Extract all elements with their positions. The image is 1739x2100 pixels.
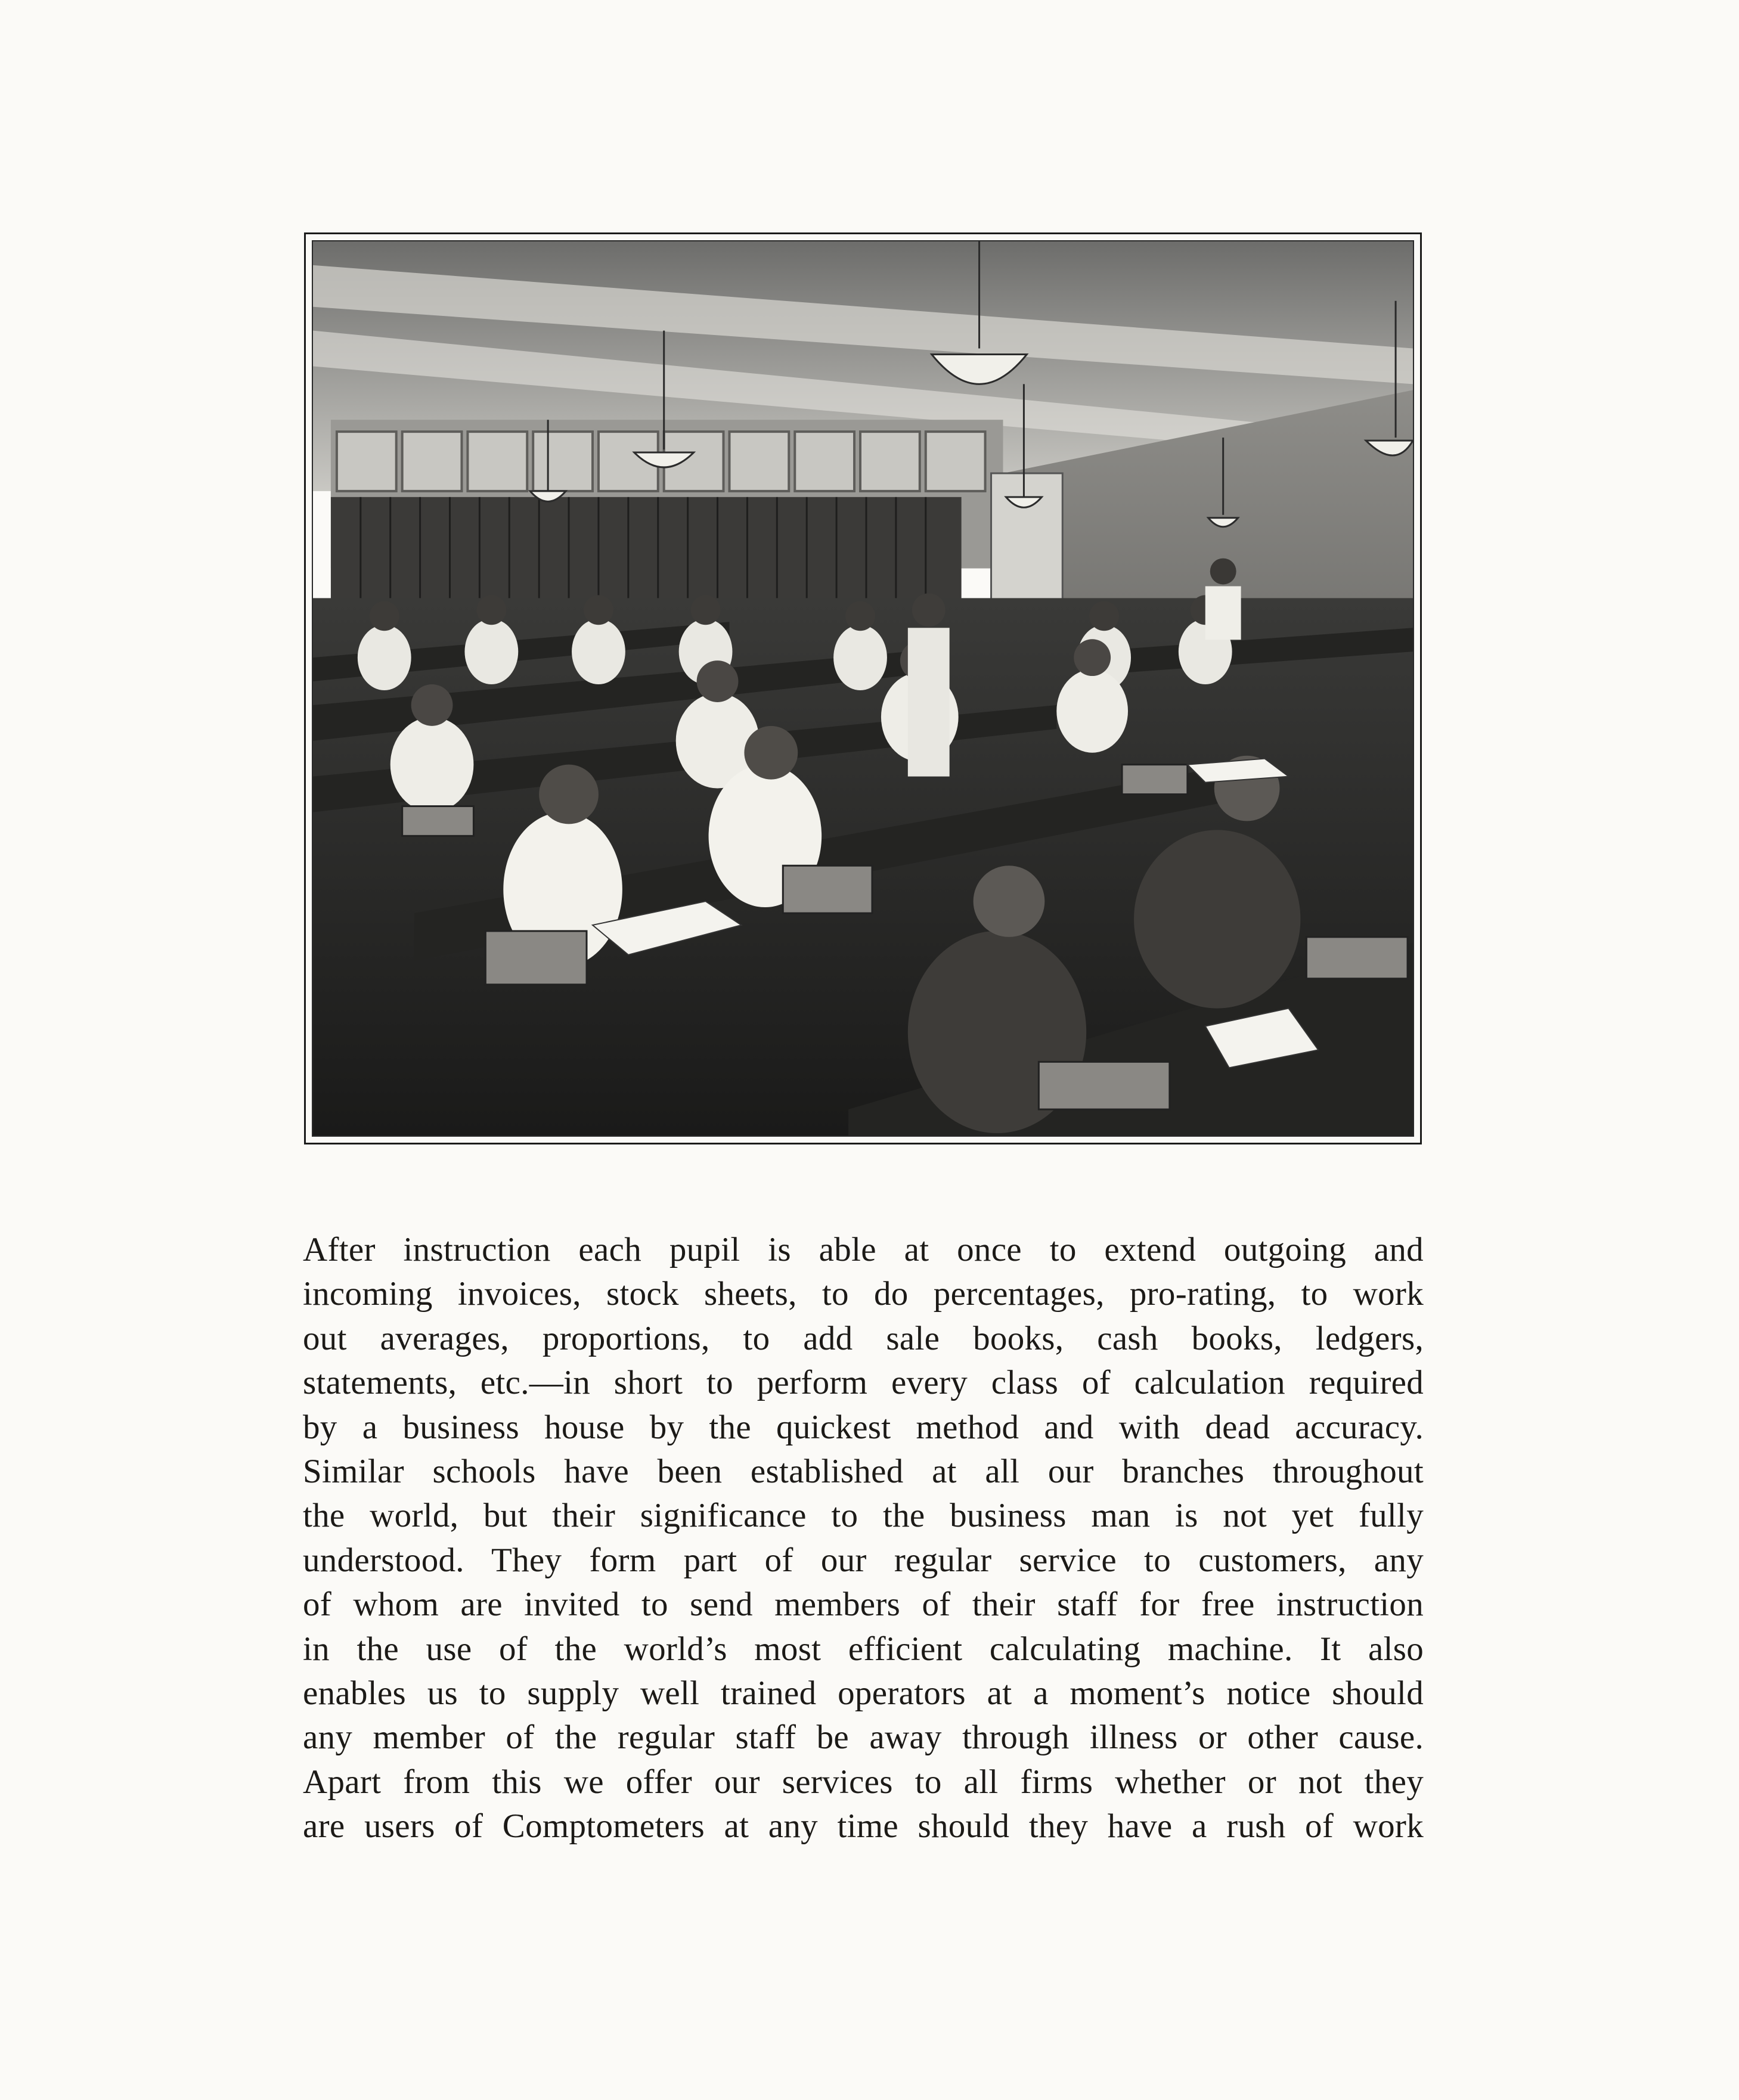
body-line: understood. They form part of our regular service to customers, any <box>303 1541 1424 1579</box>
body-line: Similar schools have been established at all our branches throughout <box>303 1452 1424 1490</box>
photograph-image <box>312 240 1414 1137</box>
body-line: Apart from this we offer our services to all firms whether or not they <box>303 1763 1424 1801</box>
body-line: any member of the regular staff be away through illness or other cause. <box>303 1719 1424 1757</box>
body-line: by a business house by the quickest method and with dead accuracy. <box>303 1408 1424 1446</box>
body-line: statements, etc.—in short to perform every class of calculation required <box>303 1364 1424 1402</box>
body-line: enables us to supply well trained operators at a moment’s notice should <box>303 1674 1424 1712</box>
body-line: are users of Comptometers at any time should they have a rush of work <box>303 1807 1424 1845</box>
body-paragraph <box>303 1228 1424 1848</box>
classroom-photo-illustration <box>313 241 1413 1136</box>
body-line: incoming invoices, stock sheets, to do percentages, pro-rating, to work <box>303 1275 1424 1313</box>
body-line: the world, but their significance to the business man is not yet fully <box>303 1497 1424 1535</box>
body-line: in the use of the world’s most efficient calculating machine. It also <box>303 1630 1424 1668</box>
body-line: out averages, proportions, to add sale books, cash books, ledgers, <box>303 1319 1424 1357</box>
body-line: After instruction each pupil is able at once to extend outgoing and <box>303 1231 1424 1268</box>
body-line: of whom are invited to send members of their staff for free instruction <box>303 1586 1424 1624</box>
classroom-photograph <box>304 232 1422 1144</box>
